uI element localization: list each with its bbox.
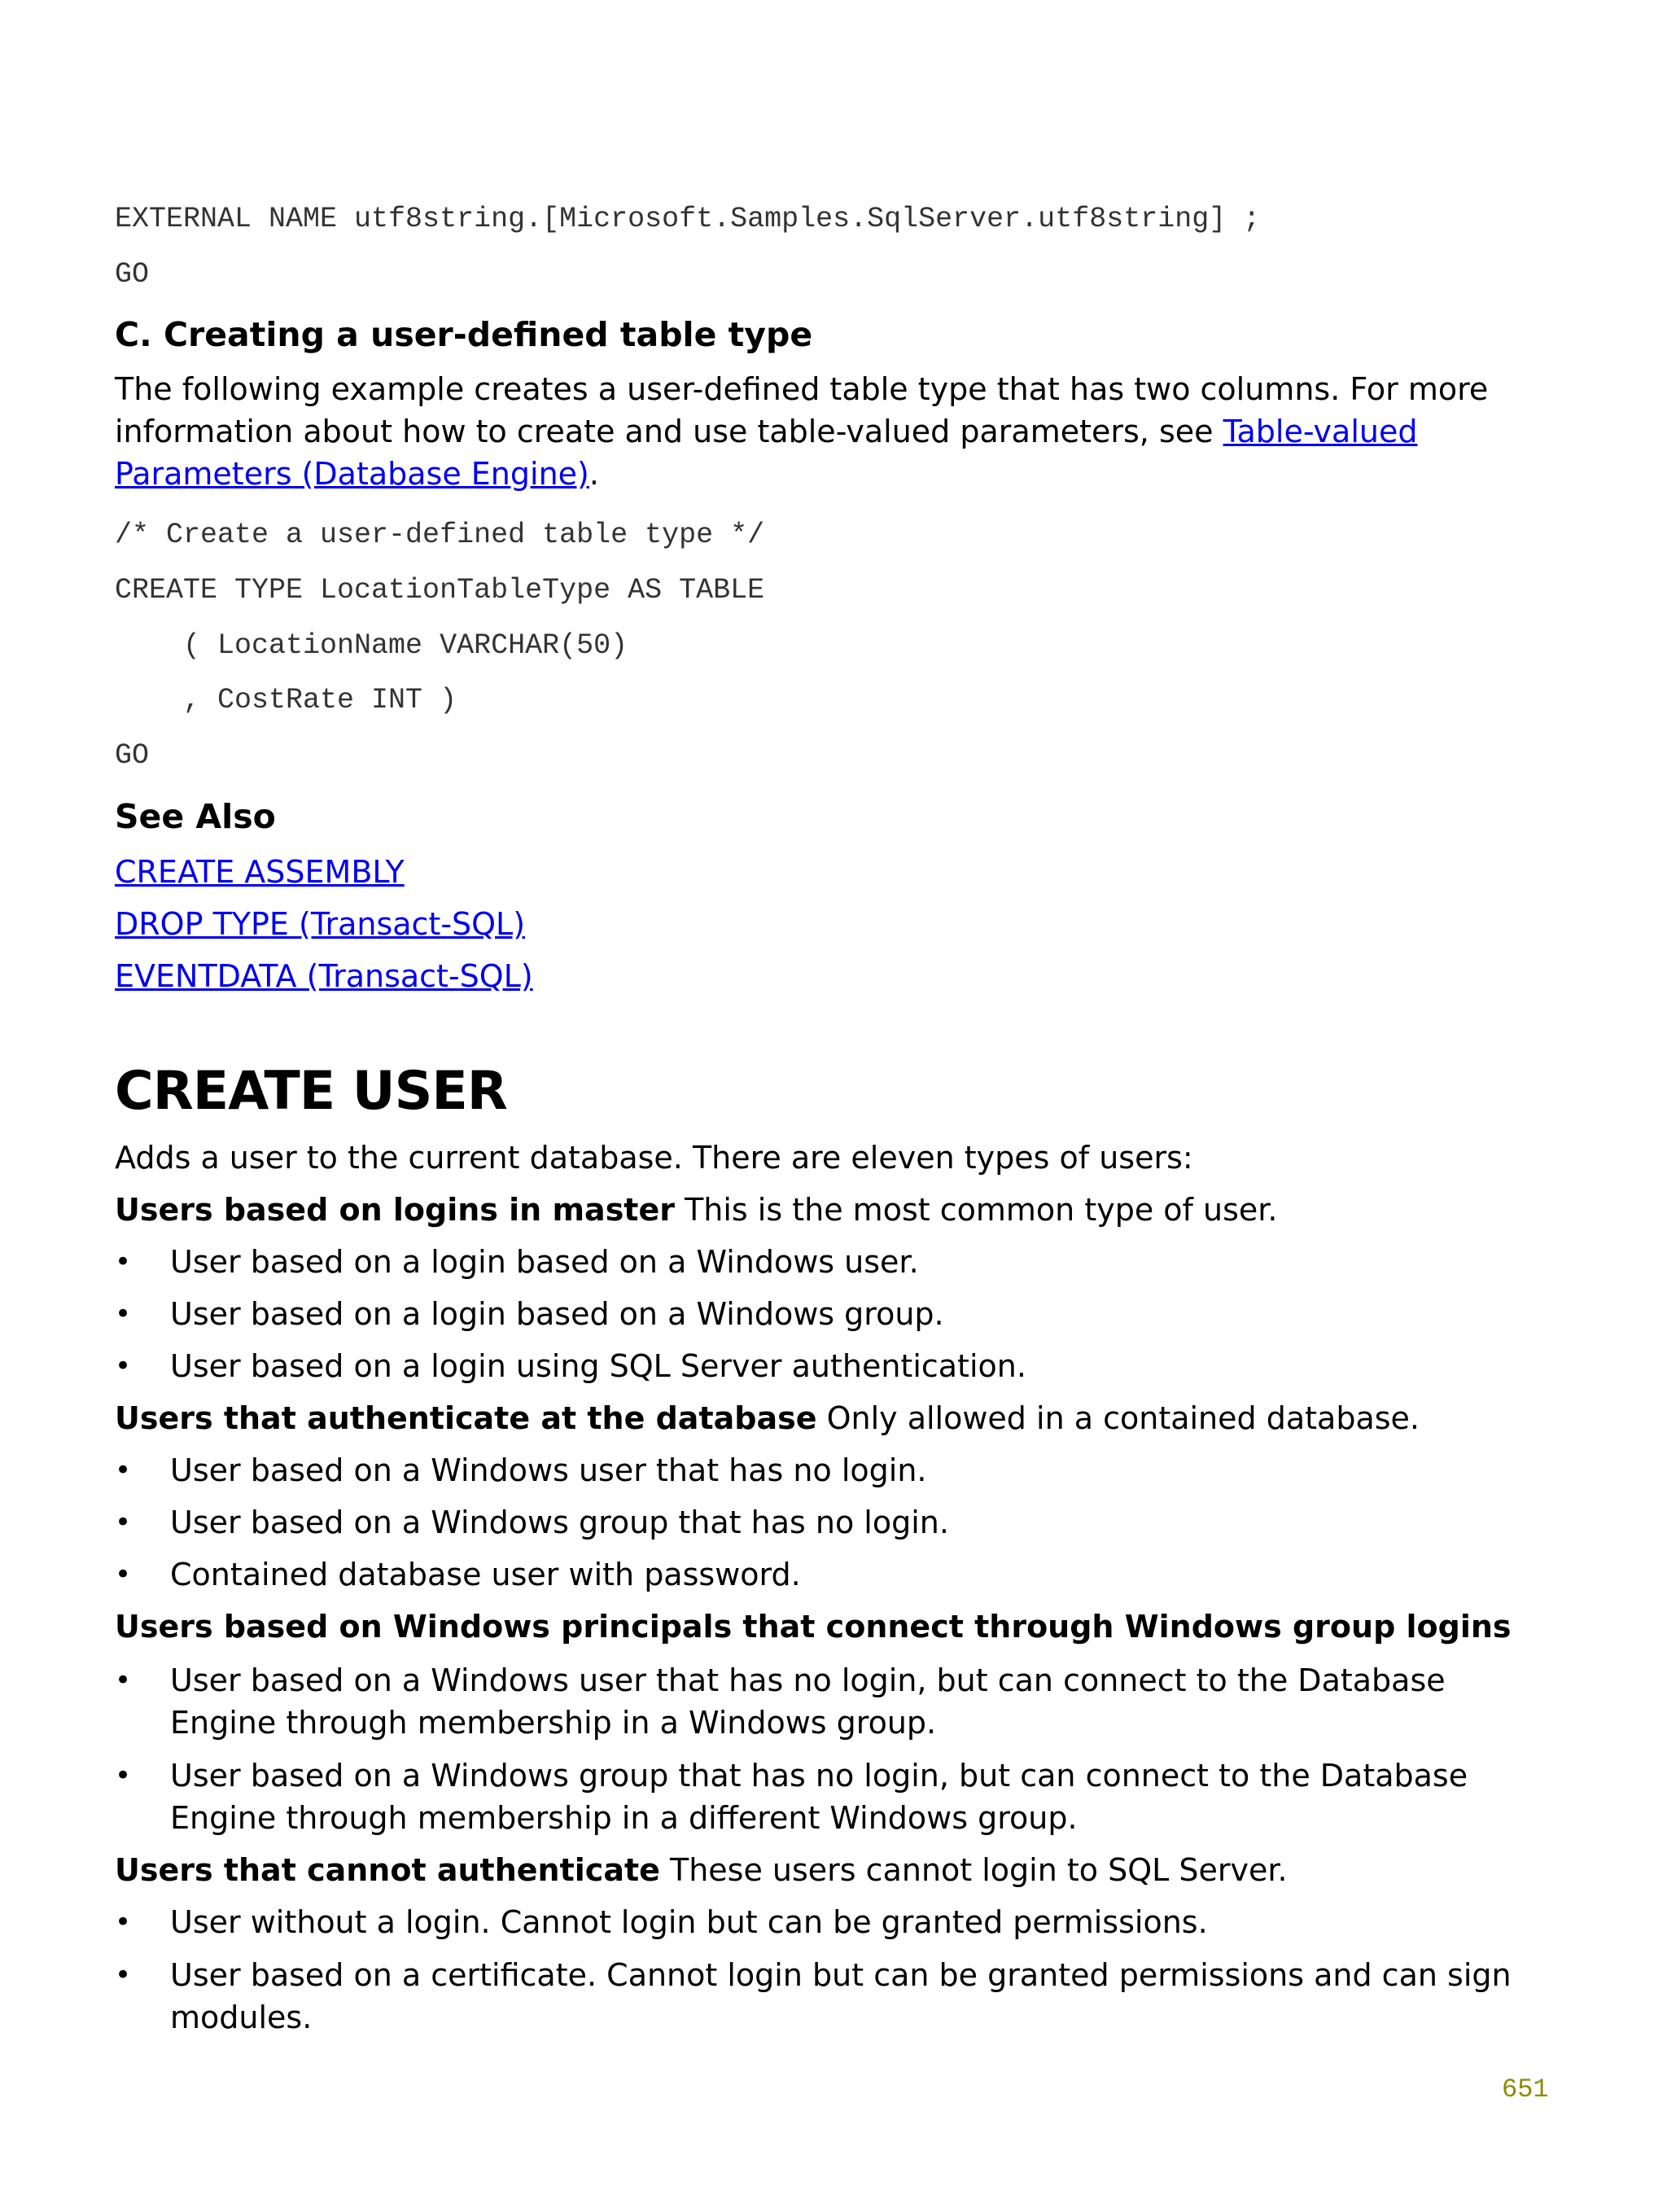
list-item-text: User based on a login using SQL Server authentication. [170, 1348, 1026, 1384]
bullet-icon: • [115, 1350, 132, 1382]
bullet-icon: • [115, 1506, 132, 1539]
list-item-text: User without a login. Cannot login but can be granted permissions. [170, 1904, 1208, 1940]
group-heading [115, 1605, 1547, 1648]
page-number: 651 [1502, 2074, 1549, 2105]
bullet-icon: • [115, 1454, 132, 1487]
list-item-text: User based on a certificate. Cannot login but can be granted permissions and can sign modules. [170, 1957, 1512, 2035]
bullet-icon: • [115, 1959, 132, 1991]
table-valued-parameters-link[interactable]: Table-valued Parameters (Database Engine) [115, 414, 1418, 492]
group-heading [115, 1849, 1547, 1891]
group-text: Only allowed in a contained database. [816, 1400, 1420, 1436]
group-label: Users that cannot authenticate [115, 1852, 660, 1888]
intro-paragraph: Adds a user to the current database. There are eleven types of users: [115, 1140, 1193, 1176]
see-also-link-drop-type[interactable]: DROP TYPE (Transact-SQL) [115, 906, 526, 942]
see-also-heading: See Also [115, 797, 276, 836]
list-item-text: User based on a login based on a Windows group. [170, 1296, 944, 1332]
group-label: Users based on logins in master [115, 1192, 675, 1228]
list-item-text: User based on a Windows group that has no login, but can connect to the Database Engine through membership in a different Windows group. [170, 1758, 1468, 1836]
list-item-text: User based on a Windows user that has no login. [170, 1452, 927, 1488]
code-line: ( LocationName VARCHAR(50) [115, 629, 628, 662]
list-item-text: Contained database user with password. [170, 1557, 801, 1592]
bullet-icon: • [115, 1558, 132, 1591]
paragraph-text: . [588, 456, 599, 492]
list-item-text: User based on a Windows user that has no login, but can connect to the Database Engine through membership in a Windows group. [170, 1662, 1446, 1741]
bullet-icon: • [115, 1664, 132, 1697]
bullet-icon: • [115, 1906, 132, 1938]
group-label: Users that authenticate at the database [115, 1400, 817, 1436]
list-item-text: User based on a login based on a Windows user. [170, 1244, 919, 1280]
section-heading: C. Creating a user-defined table type [115, 315, 813, 354]
bullet-icon: • [115, 1246, 132, 1278]
group-text: These users cannot login to SQL Server. [659, 1852, 1288, 1888]
list-item-text: User based on a Windows group that has no login. [170, 1505, 949, 1540]
group-text: This is the most common type of user. [675, 1192, 1278, 1228]
group-heading [115, 1397, 1547, 1439]
page-title: CREATE USER [115, 1061, 507, 1122]
paragraph-text: The following example creates a user-defined table type that has two columns. For more information about how to create and use table-valued parameters, see [115, 371, 1489, 449]
bullet-icon: • [115, 1298, 132, 1330]
code-line: CREATE TYPE LocationTableType AS TABLE [115, 574, 765, 607]
see-also-link-eventdata[interactable]: EVENTDATA (Transact-SQL) [115, 958, 533, 994]
see-also-link-create-assembly[interactable]: CREATE ASSEMBLY [115, 854, 405, 890]
bullet-icon: • [115, 1759, 132, 1792]
group-label: Users based on Windows principals that connect through Windows group logins [115, 1609, 1512, 1645]
code-line: GO [115, 739, 150, 772]
section-paragraph [115, 368, 1547, 495]
group-heading [115, 1189, 1547, 1231]
code-line: GO [115, 258, 150, 291]
code-line: EXTERNAL NAME utf8string.[Microsoft.Samples.SqlServer.utf8string] ; [115, 203, 1261, 235]
code-line: /* Create a user-defined table type */ [115, 519, 765, 551]
code-line: , CostRate INT ) [115, 684, 457, 716]
